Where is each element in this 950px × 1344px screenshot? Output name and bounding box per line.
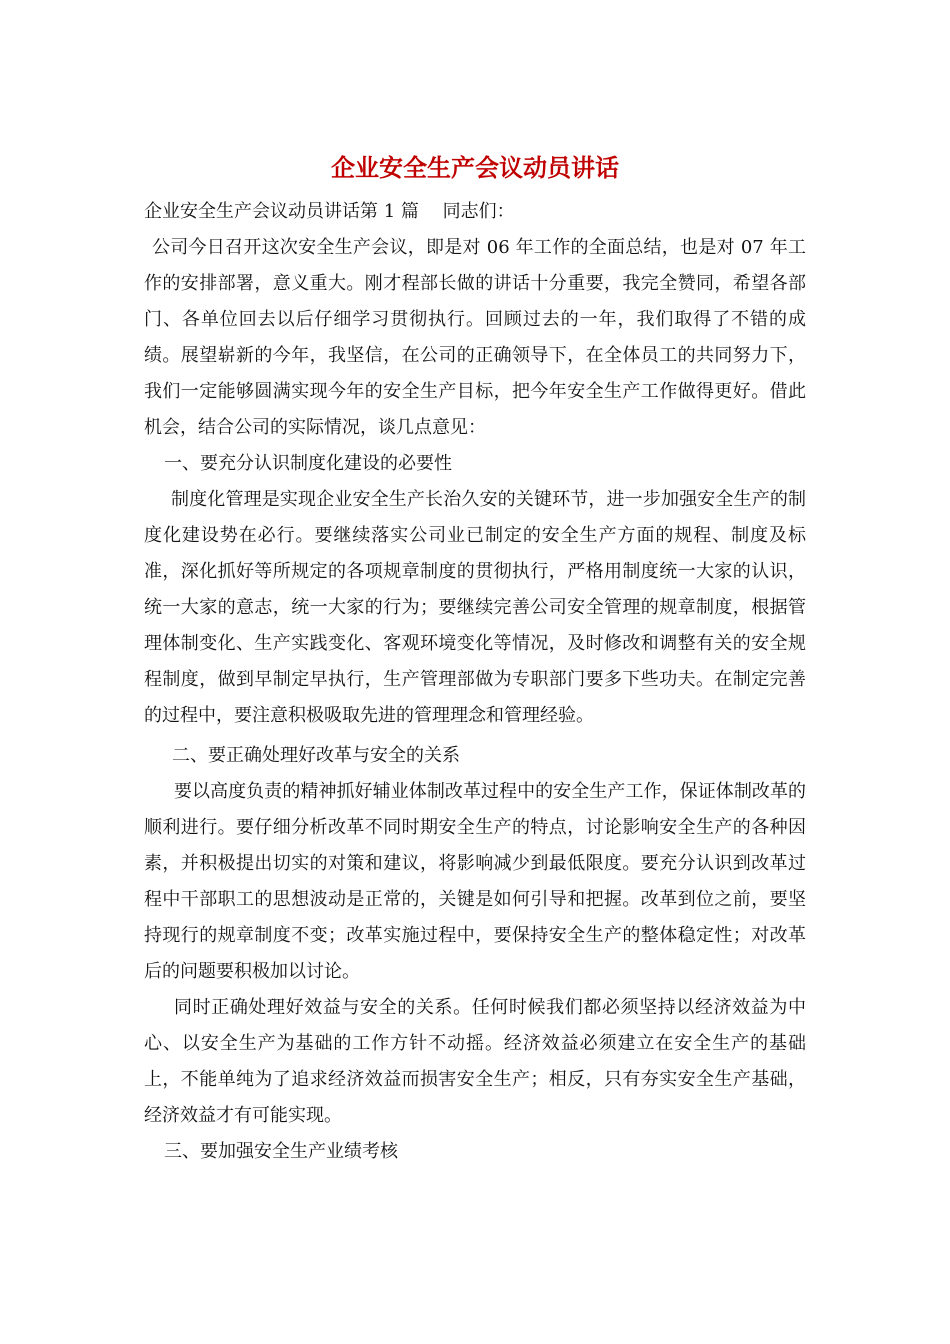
- section-heading-3: 三、要加强安全生产业绩考核: [164, 1141, 398, 1162]
- paragraph-benefit-safety: 同时正确处理好效益与安全的关系。任何时候我们都必须坚持以经济效益为中心、以安全生产为基础的工作方针不动摇。经济效益必须建立在安全生产的基础上，不能单纯为了追求经济效益而损害安全生产；相反，只有夯实安全生产基础，经济效益才有可能实现。: [144, 997, 806, 1126]
- paragraph-institutional-building: 制度化管理是实现企业安全生产长治久安的关键环节，进一步加强安全生产的制度化建设势在必行。要继续落实公司业已制定的安全生产方面的规程、制度及标准，深化抓好等所规定的各项规章制度的贯彻执行，严格用制度统一大家的认识，统一大家的意志，统一大家的行为；要继续完善公司安全管理的规章制度，根据管理体制变化、生产实践变化、客观环境变化等情况，及时修改和调整有关的安全规程制度，做到早制定早执行，生产管理部做为专职部门要多下些功夫。在制定完善的过程中，要注意积极吸取先进的管理理念和管理经验。: [144, 489, 806, 726]
- paragraph-opening: 公司今日召开这次安全生产会议，即是对 06 年工作的全面总结，也是对 07 年工作的安排部署，意义重大。刚才程部长做的讲话十分重要，我完全赞同，希望各部门、各单位回去以后仔细学习贯彻执行。回顾过去的一年，我们取得了不错的成绩。展望崭新的今年，我坚信，在公司的正确领导下，在全体员工的共同努力下，我们一定能够圆满实现今年的安全生产目标，把今年安全生产工作做得更好。借此机会，结合公司的实际情况，谈几点意见：: [144, 237, 806, 438]
- document-body: [144, 194, 806, 1170]
- paragraph-reform-safety: 要以高度负责的精神抓好辅业体制改革过程中的安全生产工作，保证体制改革的顺利进行。要仔细分析改革不同时期安全生产的特点，讨论影响安全生产的各种因素，并积极提出切实的对策和建议，将影响减少到最低限度。要充分认识到改革过程中干部职工的思想波动是正常的，关键是如何引导和把握。改革到位之前，要坚持现行的规章制度不变；改革实施过程中，要保持安全生产的整体稳定性；对改革后的问题要积极加以讨论。: [144, 781, 806, 982]
- document-title: 企业安全生产会议动员讲话: [331, 153, 619, 182]
- intro-line: 企业安全生产会议动员讲话第 1 篇 同志们：: [144, 201, 515, 222]
- section-heading-2: 二、要正确处理好改革与安全的关系: [172, 745, 460, 766]
- section-heading-1: 一、要充分认识制度化建设的必要性: [164, 453, 452, 474]
